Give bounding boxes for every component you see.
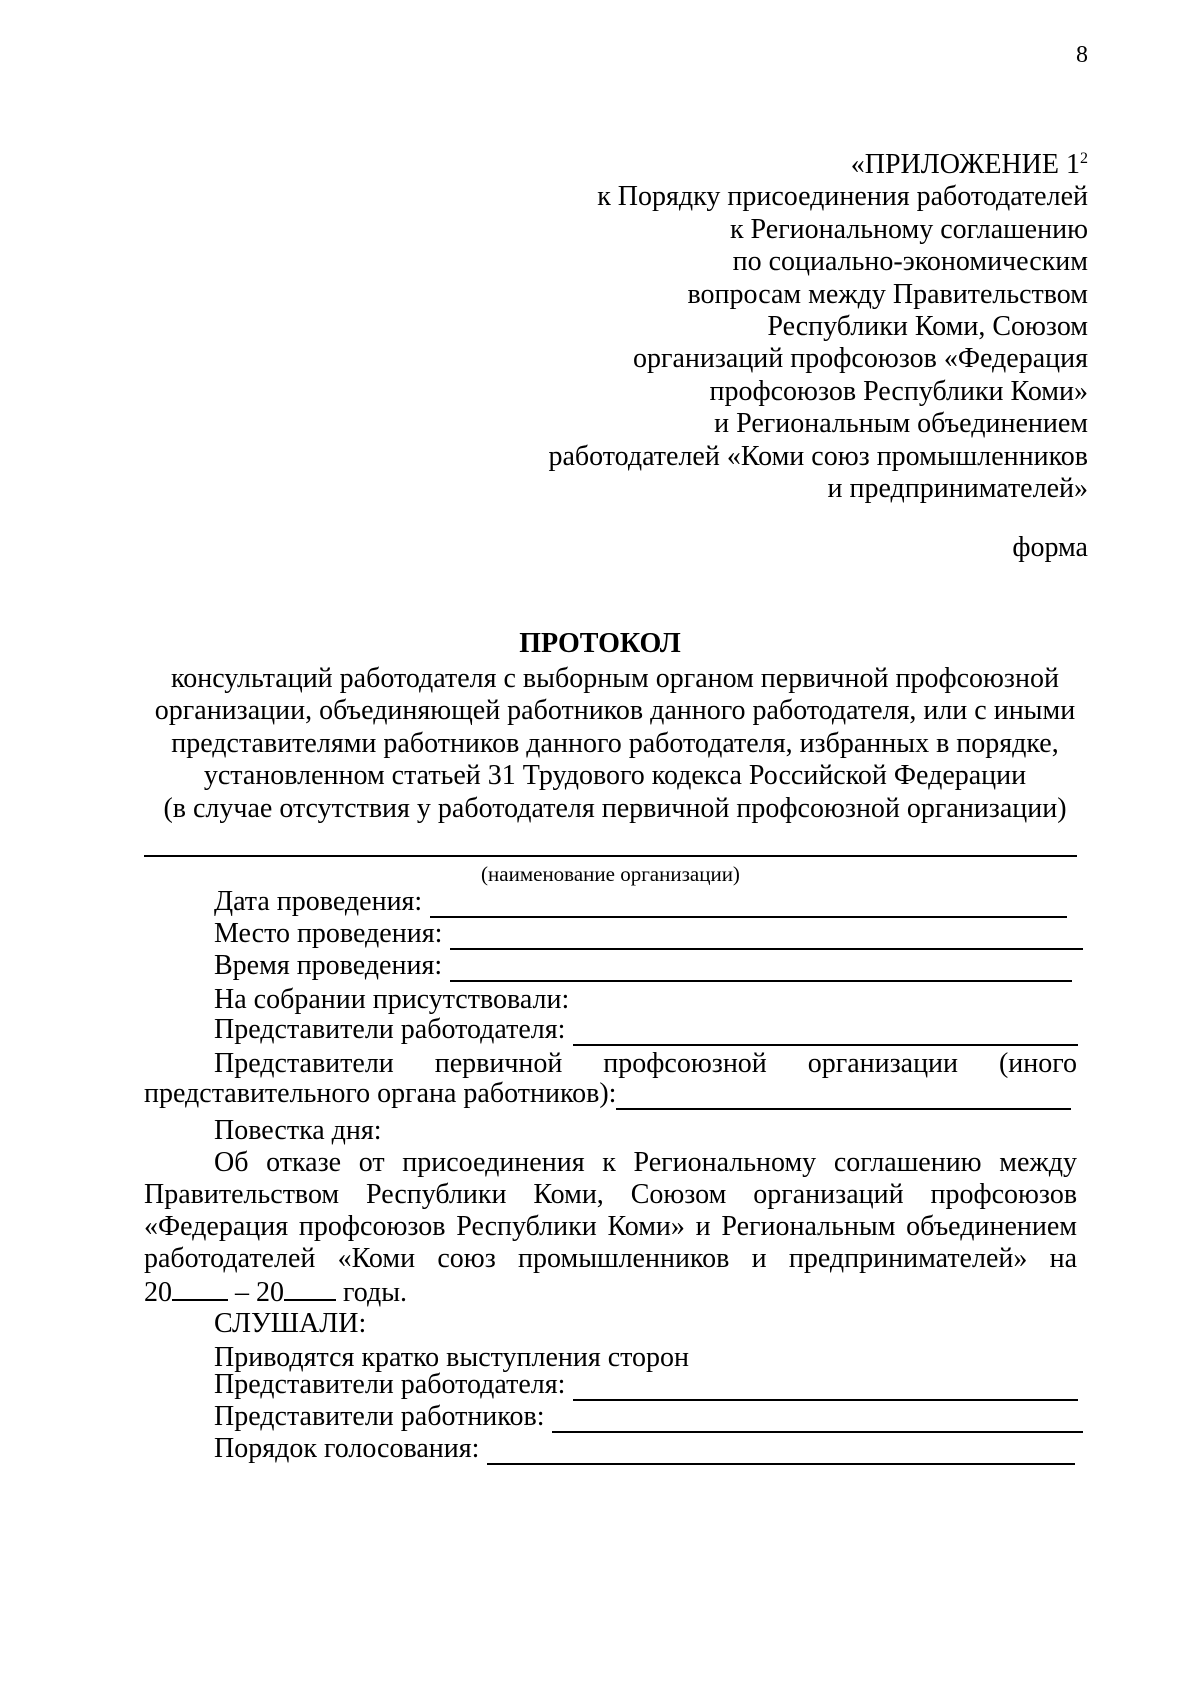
union-reps-line: Представители первичной профсоюзной организации (иного: [214, 1048, 1078, 1079]
employer-reps-label: Представители работодателя:: [214, 1014, 566, 1045]
workers-reps-field[interactable]: [552, 1407, 1083, 1433]
agenda-text-line: «Федерация профсоюзов Республики Коми» и Региональным объединением: [144, 1211, 1077, 1242]
appendix-header: [328, 143, 1088, 505]
union-reps-field-row: [144, 1078, 1071, 1110]
voting-field-row: [214, 1433, 1075, 1465]
agenda-text-line: Правительством Республики Коми, Союзом организаций профсоюзов: [144, 1179, 1078, 1210]
subtitle-line: установленном статьей 31 Трудового кодекса Российской Федерации: [203, 760, 1027, 792]
subtitle-line: организации, объединяющей работников данного работодателя, или с иными: [154, 695, 1076, 727]
appendix-title: «ПРИЛОЖЕНИЕ $1^2$: [850, 149, 1088, 180]
appendix-line: организаций профсоюзов «Федерация: [632, 343, 1088, 375]
appendix-line: Республики Коми, Союзом: [767, 311, 1088, 343]
employer-reps-2-field-row: [214, 1369, 1078, 1401]
time-field-row: [214, 950, 1072, 982]
agenda-label: Повестка дня:: [214, 1115, 382, 1146]
speeches-note: Приводятся кратко выступления сторон: [214, 1342, 690, 1373]
union-reps-field[interactable]: [616, 1084, 1071, 1110]
time-field[interactable]: [450, 956, 1072, 982]
time-label: Время проведения:: [214, 950, 443, 981]
appendix-line: по социально-экономическим: [732, 246, 1088, 278]
place-field-row: [214, 918, 1083, 950]
appendix-line: вопросам между Правительством: [687, 278, 1088, 310]
voting-label: Порядок голосования:: [214, 1433, 480, 1464]
subtitle-line: консультаций работодателя с выборным органом первичной профсоюзной: [171, 663, 1059, 694]
workers-reps-field-row: [214, 1401, 1083, 1433]
date-field[interactable]: [430, 892, 1067, 918]
place-label: Место проведения:: [214, 918, 443, 949]
end-year-field[interactable]: [284, 1275, 336, 1301]
subtitle-line: (в случае отсутствия у работодателя первичной профсоюзной организации): [163, 792, 1067, 824]
appendix-line: к Региональному соглашению: [729, 213, 1088, 245]
page-number: 8: [1076, 42, 1088, 68]
employer-reps-2-label: Представители работодателя:: [214, 1369, 566, 1400]
agenda-text-line: работодателей «Коми союз промышленников и предпринимателей» на: [144, 1243, 1078, 1274]
present-label: На собрании присутствовали:: [214, 984, 570, 1015]
document-title: ПРОТОКОЛ: [519, 628, 681, 659]
voting-field[interactable]: [487, 1439, 1075, 1465]
workers-reps-label: Представители работников:: [214, 1401, 545, 1432]
document-subtitle: [140, 663, 1090, 825]
employer-reps-2-field[interactable]: [573, 1375, 1078, 1401]
start-year-field[interactable]: [172, 1275, 228, 1301]
appendix-line: к Порядку присоединения работодателей: [597, 181, 1088, 213]
date-field-row: [214, 886, 1067, 918]
employer-reps-field-row: [214, 1014, 1078, 1046]
subtitle-line: представителями работников данного работодателя, избранных в порядке,: [171, 727, 1059, 759]
heard-label: СЛУШАЛИ:: [214, 1308, 367, 1339]
organization-name-field[interactable]: [144, 855, 1077, 857]
appendix-line: и Региональным объединением: [714, 408, 1088, 440]
union-reps-label: представительного органа работников):: [144, 1078, 617, 1109]
date-label: Дата проведения:: [214, 886, 423, 917]
agenda-text-line: Об отказе от присоединения к Региональному соглашению между: [214, 1147, 1077, 1178]
appendix-line: и предпринимателей»: [827, 473, 1088, 505]
organization-name-caption: (наименование организации): [481, 862, 740, 886]
employer-reps-field[interactable]: [573, 1020, 1078, 1046]
form-label: форма: [1012, 532, 1088, 563]
years-line: 20 – 20 годы.: [144, 1277, 408, 1308]
place-field[interactable]: [450, 924, 1083, 950]
appendix-line: профсоюзов Республики Коми»: [709, 375, 1088, 407]
appendix-line: работодателей «Коми союз промышленников: [548, 440, 1088, 472]
